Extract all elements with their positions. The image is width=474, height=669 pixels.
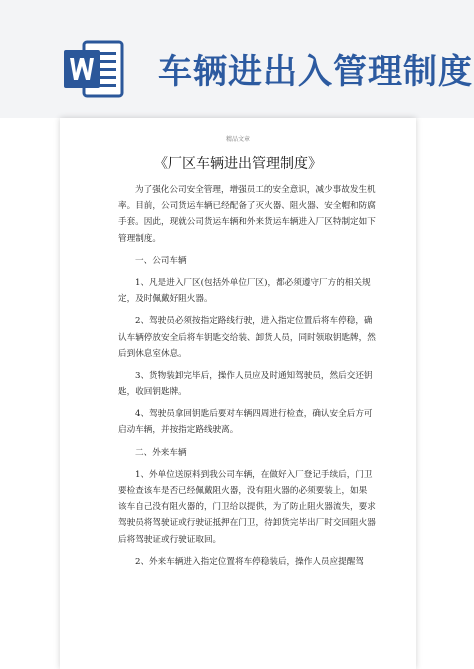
paragraph-line: 2、驾驶员必须按指定路线行驶，进入指定位置后将车停稳，确: [135, 316, 373, 327]
paragraph-line: 驾驶员将驾驶证或行驶证抵押在门卫，待卸货完毕出厂时交回阻火器: [118, 518, 376, 529]
document-body: [118, 182, 376, 576]
paragraph: [118, 554, 366, 570]
title-banner: [0, 0, 474, 118]
paragraph: [118, 275, 371, 307]
paragraph: [118, 406, 373, 438]
header-note: 精品文章: [225, 136, 250, 143]
document-page: [60, 118, 416, 669]
paragraph-line: 定，及时佩戴好阻火器。: [118, 294, 213, 305]
paragraph: [118, 182, 376, 247]
paragraph-line: 该车自己没有阻火器的，门卫给以提供，为了防止阻火器流失，要求: [118, 502, 376, 513]
paragraph-line: 3、货物装卸完毕后，操作人员应及时通知驾驶员，然后交还钥: [135, 370, 373, 381]
paragraph-gap: [118, 570, 366, 576]
paragraph-line: 手套。因此，现就公司货运车辆和外来货运车辆进入厂区特制定如下: [118, 217, 376, 228]
paragraph-line: 后到休息室休息。: [118, 348, 187, 359]
paragraph-line: 为了强化公司安全管理，增强员工的安全意识，减少事故发生机: [135, 185, 376, 195]
paragraph-line: 2、外来车辆进入指定位置将车停稳装后，操作人员应提醒驾: [135, 556, 364, 567]
paragraph-line: 4、驾驶员拿回钥匙后要对车辆四周进行检查，确认安全后方可: [135, 409, 373, 420]
paragraph-line: 要检查该车是否已经佩戴阻火器，没有阻火器的必须要装上，如果: [118, 486, 368, 496]
word-document-icon: [62, 38, 124, 100]
document-title: 《厂区车辆进出管理制度》: [154, 156, 322, 172]
paragraph-line: 率。目前，公司货运车辆已经配备了灭火器、阻火器、安全帽和防腐: [118, 201, 376, 212]
paragraph-line: 认车辆停放安全后将车钥匙交给装、卸货人员，同时领取钥匙牌，然: [118, 332, 376, 343]
paragraph-line: 管理制度。: [118, 233, 161, 244]
paragraph-line: 启动车辆，并按指定路线驶离。: [118, 425, 239, 436]
paragraph-line: 1、凡是进入厂区(包括外单位厂区)，都必须遵守厂方的相关规: [135, 277, 371, 288]
paragraph-line: 二、外来车辆: [135, 447, 187, 458]
paragraph: [118, 445, 366, 461]
paragraph-line: 1、外单位送原料到我公司车辆，在做好入厂登记手续后，门卫: [135, 469, 373, 480]
paragraph-line: 后将驾驶证或行驶证取回。: [118, 534, 222, 545]
paragraph: [118, 368, 373, 400]
paragraph-line: 匙，收回钥匙牌。: [118, 387, 187, 398]
banner-title: 车辆进出入管理制度: [158, 52, 473, 92]
paragraph: [118, 467, 376, 548]
paragraph-line: 一、公司车辆: [135, 255, 187, 266]
paragraph: [118, 313, 376, 362]
paragraph: [118, 253, 366, 269]
